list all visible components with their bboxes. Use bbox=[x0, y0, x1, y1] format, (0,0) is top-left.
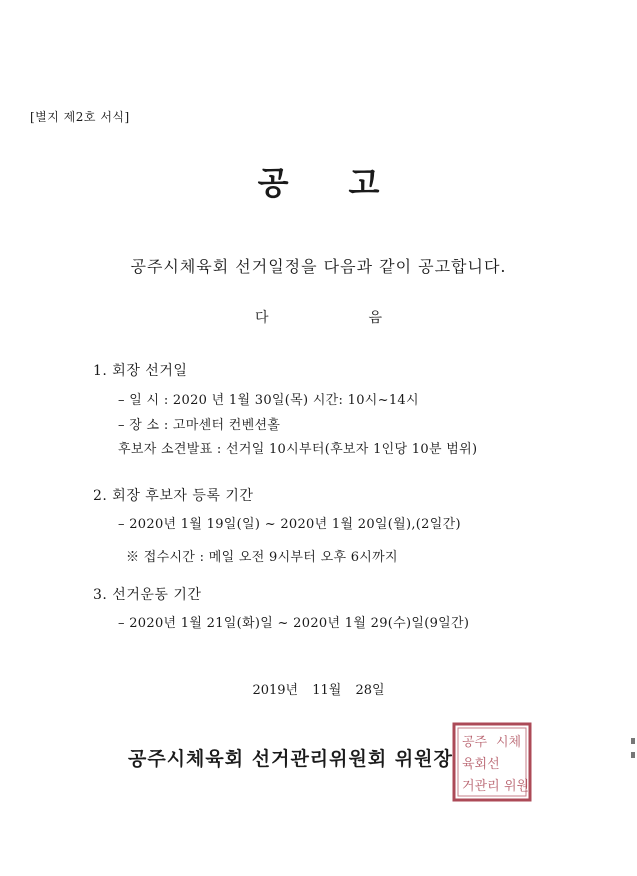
daeum-heading: 다음 bbox=[254, 310, 483, 326]
svg-text:공주: 공주 bbox=[462, 735, 488, 750]
registration-period: – 2020년 1월 19일(일) ~ 2020년 1월 20일(월),(2일간) bbox=[118, 517, 461, 532]
official-seal bbox=[452, 722, 532, 802]
intro-text: 공주시체육회 선거일정을 다음과 같이 공고합니다. bbox=[130, 257, 507, 276]
election-datetime: – 일 시 : 2020 년 1월 30일(목) 시간: 10시~14시 bbox=[118, 393, 419, 408]
scan-edge-mark bbox=[631, 738, 635, 744]
svg-text:시체: 시체 bbox=[496, 735, 522, 750]
section-heading-registration: 2. 회장 후보자 등록 기간 bbox=[93, 488, 254, 504]
section-heading-election-day: 1. 회장 선거일 bbox=[93, 363, 188, 379]
notice-title: 공고 bbox=[257, 164, 440, 202]
svg-text:위원: 위원 bbox=[504, 779, 530, 794]
signer-name: 공주시체육회 선거관리위원회 위원장 bbox=[128, 748, 453, 770]
campaign-period: – 2020년 1월 21일(화)일 ~ 2020년 1월 29(수)일(9일간) bbox=[118, 616, 470, 631]
svg-text:육회선: 육회선 bbox=[462, 757, 500, 772]
section-heading-campaign: 3. 선거운동 기간 bbox=[93, 587, 202, 603]
reception-hours: ※ 접수시간 : 메일 오전 9시부터 오후 6시까지 bbox=[126, 550, 398, 565]
scan-edge-mark bbox=[631, 752, 635, 758]
notice-date: 2019년 11월 28일 bbox=[252, 683, 385, 698]
candidate-speech: 후보자 소견발표 : 선거일 10시부터(후보자 1인당 10분 범위) bbox=[118, 442, 478, 457]
svg-text:거관리: 거관리 bbox=[462, 779, 500, 794]
form-label: [별지 제2호 서식] bbox=[30, 110, 130, 124]
election-venue: – 장 소 : 고마센터 컨벤션홀 bbox=[118, 418, 281, 433]
